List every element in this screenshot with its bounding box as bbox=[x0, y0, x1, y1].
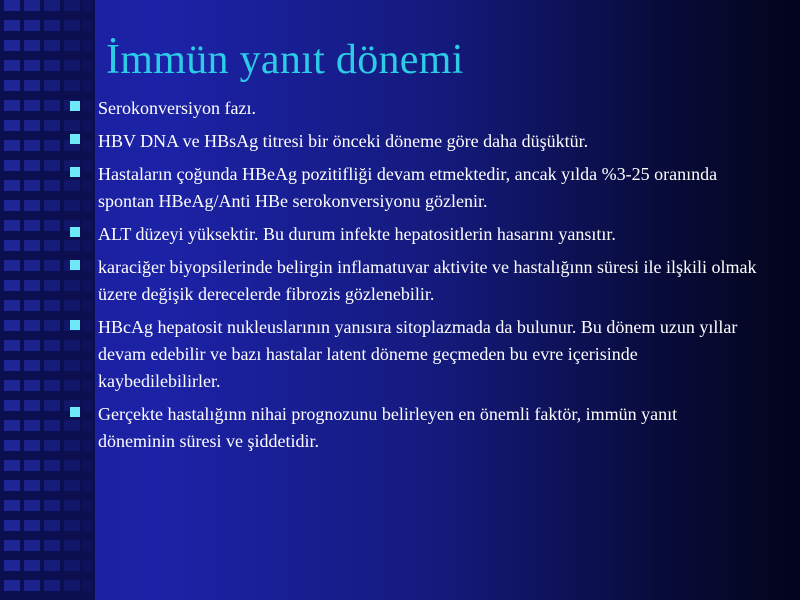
square-bullet-icon bbox=[70, 407, 80, 417]
square-bullet-icon bbox=[70, 101, 80, 111]
bullet-item bbox=[68, 95, 758, 122]
square-bullet-icon bbox=[70, 134, 80, 144]
square-column bbox=[44, 0, 60, 600]
bullet-text: HBV DNA ve HBsAg titresi bir önceki döneme göre daha düşüktür. bbox=[98, 131, 589, 151]
bullet-text: Serokonversiyon fazı. bbox=[98, 98, 256, 118]
bullet-item bbox=[68, 254, 758, 308]
bullet-text: HBcAg hepatosit nukleuslarının yanısıra sitoplazmada da bulunur. Bu dönem uzun yıllar devam edebilir ve bazı hastalar latent döneme geçmeden bu evre içerisinde kaybedilebilirler. bbox=[98, 317, 738, 391]
bullet-list bbox=[68, 95, 758, 461]
square-bullet-icon bbox=[70, 227, 80, 237]
bullet-item bbox=[68, 314, 758, 395]
square-bullet-icon bbox=[70, 260, 80, 270]
slide-title: İmmün yanıt dönemi bbox=[106, 37, 464, 83]
bullet-text: Gerçekte hastalığınn nihai prognozunu belirleyen en önemli faktör, immün yanıt döneminin süresi ve şiddetidir. bbox=[98, 404, 678, 451]
bullet-text: karaciğer biyopsilerinde belirgin inflamatuvar aktivite ve hastalığınn süresi ile ilşkili olmak üzere değişik derecelerde fibrozis gözlenebilir. bbox=[98, 257, 757, 304]
square-column bbox=[4, 0, 20, 600]
square-column bbox=[24, 0, 40, 600]
bullet-text: Hastaların çoğunda HBeAg pozitifliği devam etmektedir, ancak yılda %3-25 oranında spontan HBeAg/Anti HBe serokonversiyonu gözlenir. bbox=[98, 164, 718, 211]
bullet-item bbox=[68, 221, 758, 248]
bullet-text: ALT düzeyi yüksektir. Bu durum infekte hepatositlerin hasarını yansıtır. bbox=[98, 224, 616, 244]
bullet-item bbox=[68, 401, 758, 455]
square-bullet-icon bbox=[70, 320, 80, 330]
bullet-item bbox=[68, 128, 758, 155]
square-bullet-icon bbox=[70, 167, 80, 177]
bullet-item bbox=[68, 161, 758, 215]
